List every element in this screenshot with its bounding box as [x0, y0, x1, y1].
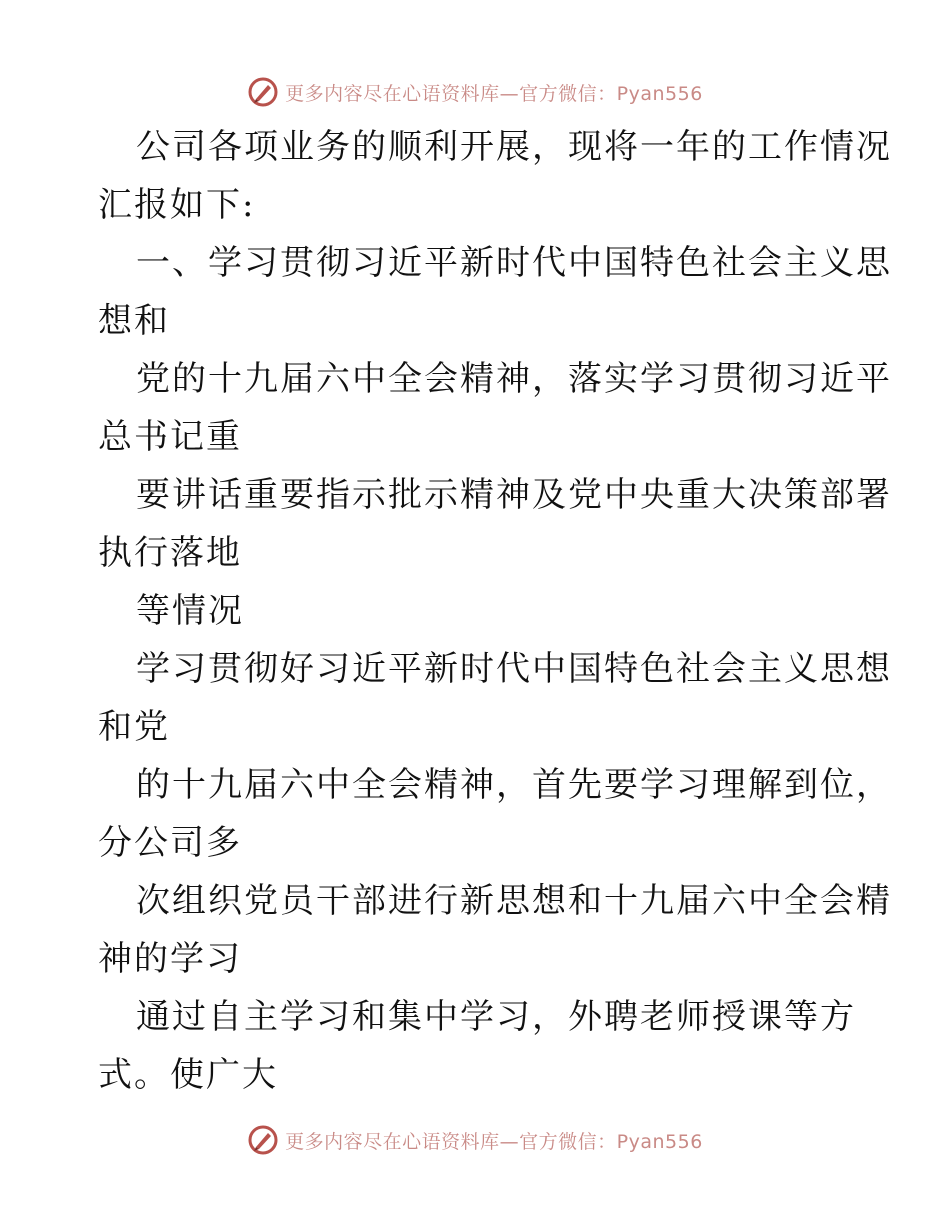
body-line: 想和 — [98, 301, 170, 341]
body-line: 神的学习 — [98, 939, 242, 979]
body-line: 通过自主学习和集中学习，外聘老师授课等方 — [136, 997, 856, 1037]
body-line: 学习贯彻好习近平新时代中国特色社会主义思想 — [136, 649, 892, 689]
body-line: 汇报如下: — [98, 185, 256, 225]
header-banner-text: 更多内容尽在心语资料库—官方微信：Pyan556 — [285, 82, 703, 105]
document-body — [98, 118, 892, 1104]
body-line: 的十九届六中全会精神，首先要学习理解到位， — [136, 765, 892, 805]
body-line: 分公司多 — [98, 823, 242, 863]
header-banner — [0, 72, 950, 112]
body-line: 次组织党员干部进行新思想和十九届六中全会精 — [136, 881, 892, 921]
footer-banner — [0, 1120, 950, 1160]
body-line: 要讲话重要指示批示精神及党中央重大决策部署 — [136, 475, 892, 515]
body-line: 等情况 — [136, 591, 244, 631]
footer-banner-text: 更多内容尽在心语资料库—官方微信：Pyan556 — [285, 1130, 703, 1153]
body-line: 式。使广大 — [98, 1055, 278, 1095]
pen-logo-icon — [247, 1124, 279, 1156]
body-line: 一、学习贯彻习近平新时代中国特色社会主义思 — [136, 243, 892, 283]
body-line: 和党 — [98, 707, 170, 747]
pen-logo-icon — [247, 76, 279, 108]
body-line: 总书记重 — [98, 417, 242, 457]
body-line: 执行落地 — [98, 533, 242, 573]
body-line: 公司各项业务的顺利开展，现将一年的工作情况 — [136, 127, 892, 167]
body-line: 党的十九届六中全会精神，落实学习贯彻习近平 — [136, 359, 892, 399]
